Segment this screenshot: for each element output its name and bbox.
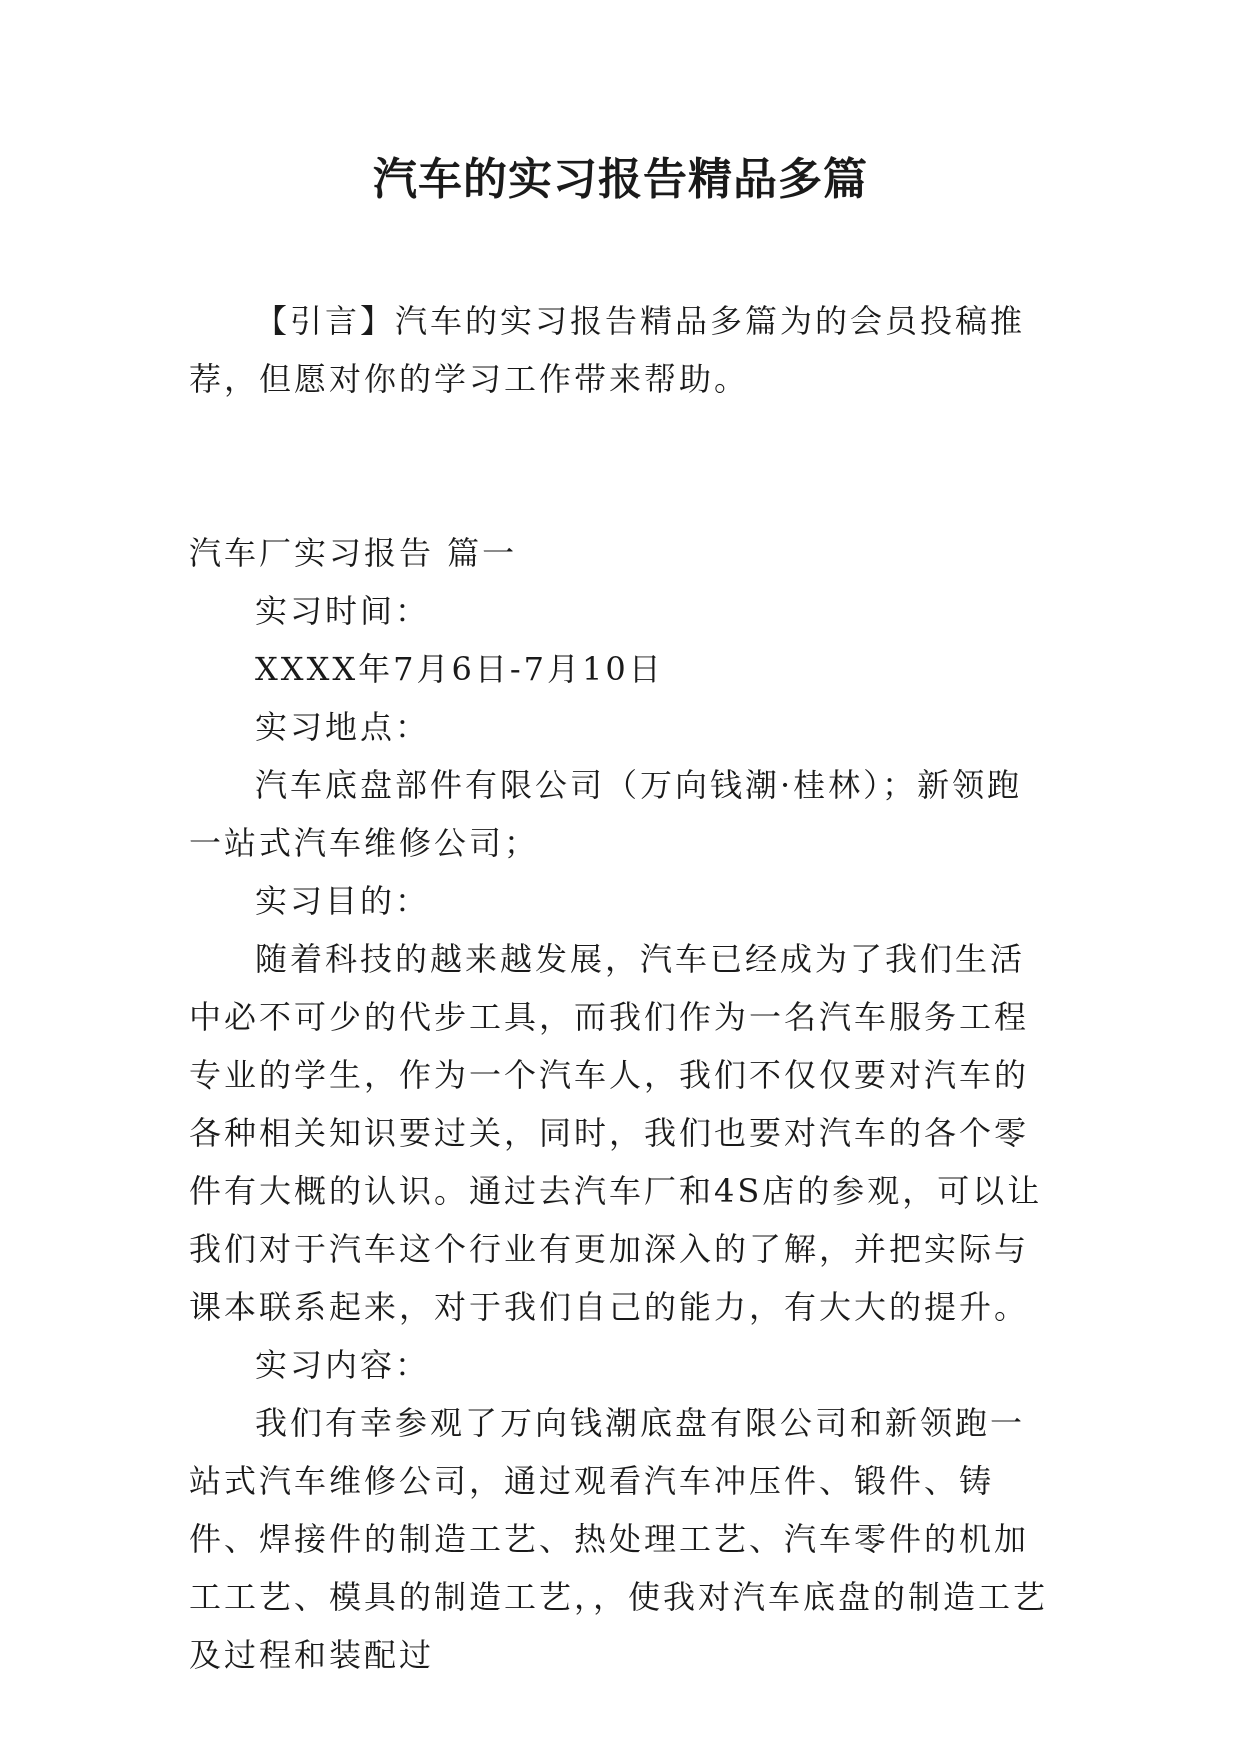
place-label: 实习地点： <box>255 708 431 746</box>
section-heading: 汽车厂实习报告 篇一 <box>189 534 518 572</box>
section-spacer <box>189 408 1055 524</box>
intro-paragraph: 【引言】汽车的实习报告精品多篇为的会员投稿推荐，但愿对你的学习工作带来帮助。 <box>189 302 1026 398</box>
time-value: XXXX年7月6日-7月10日 <box>255 650 664 688</box>
content-paragraph: 我们有幸参观了万向钱潮底盘有限公司和新领跑一站式汽车维修公司，通过观看汽车冲压件、锻件、铸件、焊接件的制造工艺、热处理工艺、汽车零件的机加工工艺、模具的制造工艺，，使我对汽车底盘的制造工艺及过程和装配过 <box>189 1404 1049 1674</box>
content-label: 实习内容： <box>255 1346 431 1384</box>
place-value: 汽车底盘部件有限公司（万向钱潮·桂林）；新领跑一站式汽车维修公司； <box>189 766 1023 862</box>
purpose-paragraph: 随着科技的越来越发展，汽车已经成为了我们生活中必不可少的代步工具，而我们作为一名汽车服务工程专业的学生，作为一个汽车人，我们不仅仅要对汽车的各种相关知识要过关，同时，我们也要对汽车的各个零件有大概的认识。通过去汽车厂和4S店的参观，可以让我们对于汽车这个行业有更加深入的了解，并把实际与课本联系起来，对于我们自己的能力，有大大的提升。 <box>189 940 1043 1326</box>
document-title: 汽车的实习报告精品多篇 <box>373 154 868 205</box>
document-body <box>189 292 1055 1684</box>
purpose-label: 实习目的： <box>255 882 431 920</box>
time-label: 实习时间： <box>255 592 431 630</box>
